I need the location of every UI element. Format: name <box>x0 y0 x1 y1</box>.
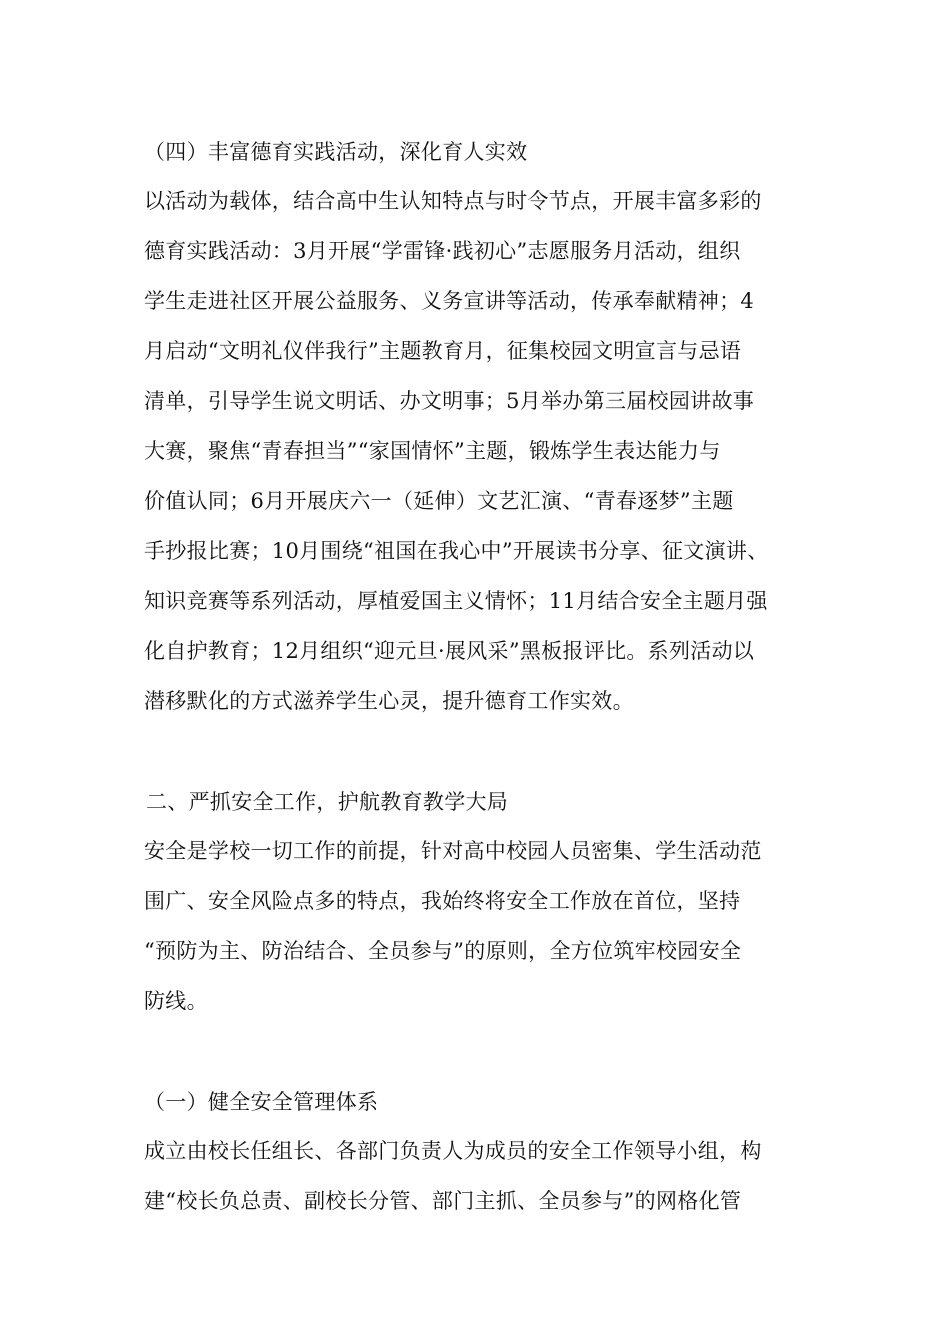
paragraph-line: 大赛，聚焦“青春担当”“家国情怀”主题，锻炼学生表达能力与 <box>144 439 721 463</box>
paragraph-line: 潜移默化的方式滋养学生心灵，提升德育工作实效。 <box>144 689 634 713</box>
paragraph-line: “预防为主、防治结合、全员参与”的原则，全方位筑牢校园安全 <box>144 939 742 963</box>
subsection-heading: （一）健全安全管理体系 <box>144 1090 379 1114</box>
paragraph-line: 清单，引导学生说文明话、办文明事；5月举办第三届校园讲故事 <box>144 389 755 413</box>
paragraph-line: 成立由校长任组长、各部门负责人为成员的安全工作领导小组，构 <box>144 1139 762 1163</box>
paragraph-line: 月启动“文明礼仪伴我行”主题教育月，征集校园文明宣言与忌语 <box>144 339 742 363</box>
paragraph-line: 德育实践活动：3月开展“学雷锋·践初心”志愿服务月活动，组织 <box>144 239 741 263</box>
paragraph-line: 知识竞赛等系列活动，厚植爱国主义情怀；11月结合安全主题月强 <box>144 589 768 613</box>
paragraph-line: 围广、安全风险点多的特点，我始终将安全工作放在首位，坚持 <box>144 889 741 913</box>
section-heading: （四）丰富德育实践活动，深化育人实效 <box>144 140 528 164</box>
paragraph-line: 手抄报比赛；10月围绕“祖国在我心中”开展读书分享、征文演讲、 <box>144 539 769 563</box>
paragraph-line: 安全是学校一切工作的前提，针对高中校园人员密集、学生活动范 <box>144 839 762 863</box>
paragraph-line: 以活动为载体，结合高中生认知特点与时令节点，开展丰富多彩的 <box>144 189 762 213</box>
section-heading: 二、严抓安全工作，护航教育教学大局 <box>146 790 509 814</box>
paragraph-line: 建“校长负总责、副校长分管、部门主抓、全员参与”的网格化管 <box>144 1189 742 1213</box>
paragraph-line: 防线。 <box>144 989 208 1013</box>
paragraph-line: 价值认同；6月开展庆六一（延伸）文艺汇演、“青春逐梦”主题 <box>144 489 734 513</box>
paragraph-line: 化自护教育；12月组织“迎元旦·展风采”黑板报评比。系列活动以 <box>144 639 755 663</box>
paragraph-line: 学生走进社区开展公益服务、义务宣讲等活动，传承奉献精神；4 <box>144 289 755 313</box>
